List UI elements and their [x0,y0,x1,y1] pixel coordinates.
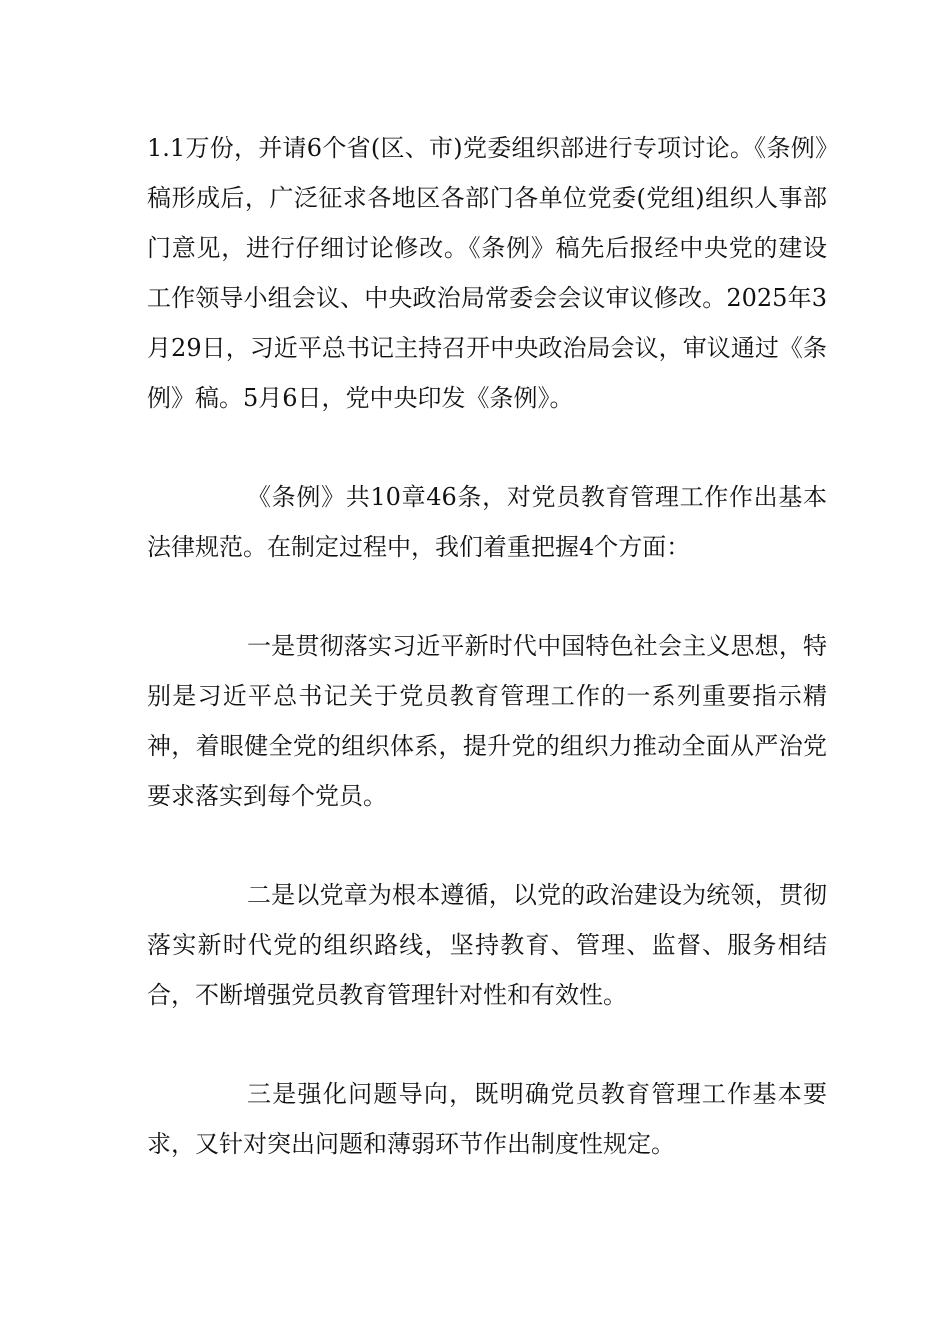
paragraph-regulation-overview: 《条例》共10章46条，对党员教育管理工作作出基本法律规范。在制定过程中，我们着重把握4个方面： [147,483,827,561]
paragraph-drafting-process: 1.1万份，并请6个省(区、市)党委组织部进行专项讨论。《条例》稿形成后，广泛征求各地区各部门各单位党委(党组)组织人事部门意见，进行仔细讨论修改。《条例》稿先后报经中央党的建设工作领导小组会议、中央政治局常委会会议审议修改。2025年3月29日，习近平总书记主持召开中央政治局会议，审议通过《条例》稿。5月6日，党中央印发《条例》。 [147,134,827,412]
document-body [147,123,827,1169]
paragraph-point-one: 一是贯彻落实习近平新时代中国特色社会主义思想，特别是习近平总书记关于党员教育管理工作的一系列重要指示精神，着眼健全党的组织体系，提升党的组织力推动全面从严治党要求落实到每个党员。 [147,632,827,810]
paragraph-point-three: 三是强化问题导向，既明确党员教育管理工作基本要求，又针对突出问题和薄弱环节作出制度性规定。 [147,1080,827,1158]
paragraph-point-two: 二是以党章为根本遵循，以党的政治建设为统领，贯彻落实新时代党的组织路线，坚持教育、管理、监督、服务相结合，不断增强党员教育管理针对性和有效性。 [147,881,827,1009]
